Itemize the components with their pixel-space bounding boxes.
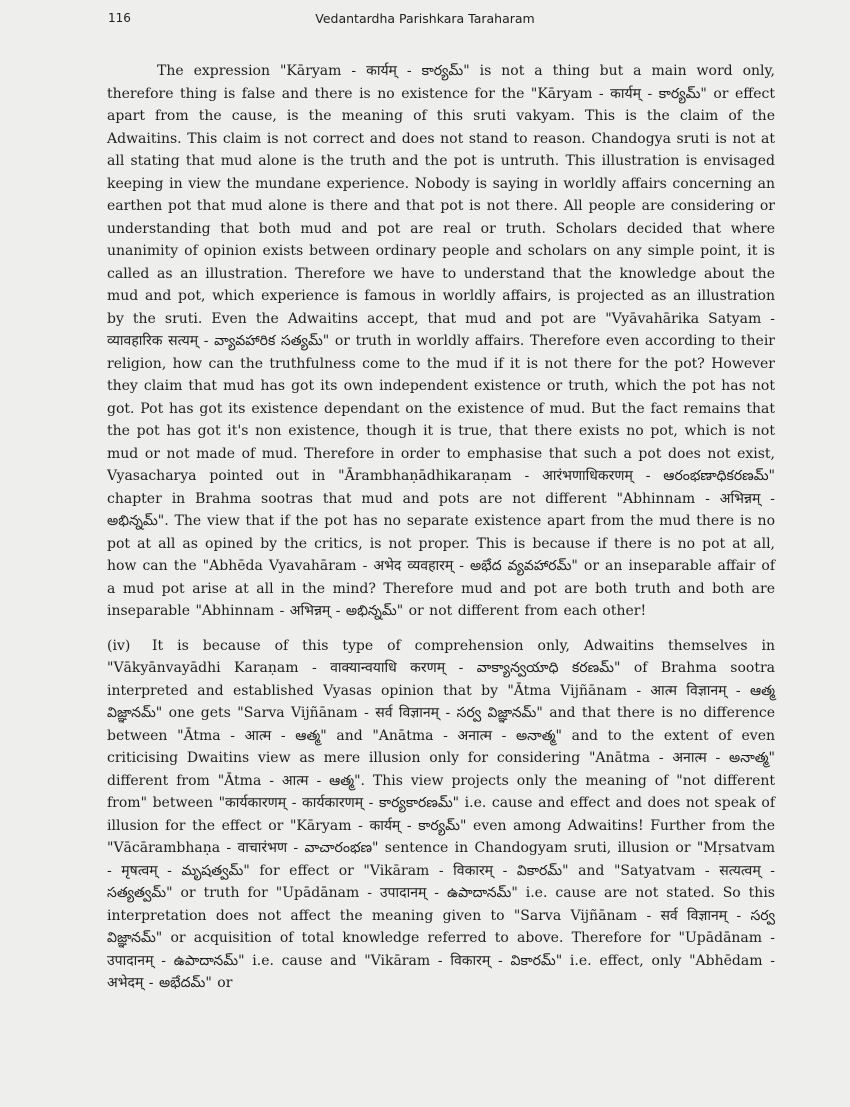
- paragraph-marker: (iv): [107, 637, 131, 654]
- paragraph-2-text: It is because of this type of comprehension only, Adwaitins themselves in "Vākyānvayādhi Karaṇam - वाक्यान्वयाधि करणम् - వాక్యాన్వయాధి కరణమ్" of Brahma sootra interpreted and established Vyasas opinion that by "Ātma Vijñānam - आत्म विज्ञानम् - ఆత్మ విజ్ఞానమ్" one gets "Sarva Vijñānam - सर्व विज्ञानम् - సర్వ విజ్ఞానమ్" and that there is no difference between "Ātma - आत्म - ఆత్మ" and "Anātma - अनात्म - అనాత్మ" and to the extent of even criticising Dwaitins view as mere illusion only for considering "Anātma - अनात्म - అనాత్మ" different from "Ātma - आत्म - ఆత్మ". This view projects only the meaning of "not different from" between "कार्यकारणम् - कार्यकारणम् - కార్యకారణమ్" i.e. cause and effect and does not speak of illusion for the effect or "Kāryam - कार्यम् - కార్యమ్" even among Adwaitins! Further from the "Vācārambhaṇa - वाचारंभण - వాచారంభణ" sentence in Chandogyam sruti, illusion or "Mṛsatvam - मृषत्वम् - మృషత్వమ్" for effect or "Vikāram - विकारम् - వికారమ్" and "Satyatvam - सत्यत्वम् - సత్యత్వమ్" or truth for "Upādānam - उपादानम् - ఉపాదానమ్" i.e. cause are not stated. So this interpretation does not affect the meaning given to "Sarva Vijñānam - सर्व विज्ञानम् - సర్వ విజ్ఞానమ్" or acquisition of total knowledge referred to above. Therefore for "Upādānam - उपादानम् - ఉపాదానమ్" i.e. cause and "Vikāram - विकारम् - వికారమ్" i.e. effect, only "Abhēdam - अभेदम् - అభేదమ్" or: [107, 637, 775, 991]
- running-head: [0, 8, 850, 28]
- running-title: Vedantardha Parishkara Taraharam: [315, 11, 535, 26]
- page-number: 116: [108, 11, 131, 25]
- body-text: [107, 60, 775, 995]
- paragraph-2: [107, 635, 775, 995]
- paragraph-1-text: The expression "Kāryam - कार्यम् - కార్యమ్" is not a thing but a main word only, therefore thing is false and there is no existence for the "Kāryam - कार्यम् - కార్యమ్" or effect apart from the cause, is the meaning of this sruti vakyam. This is the claim of the Adwaitins. This claim is not correct and does not stand to reason. Chandogya sruti is not at all stating that mud alone is the truth and the pot is untruth. This illustration is envisaged keeping in view the mundane experience. Nobody is saying in worldly affairs concerning an earthen pot that mud alone is there and that pot is not there. All people are considering or understanding that both mud and pot are real or truth. Scholars decided that where unanimity of opinion exists between ordinary people and scholars on any simple point, it is called as an illustration. Therefore we have to understand that the knowledge about the mud and pot, which experience is famous in worldly affairs, is projected as an illustration by the sruti. Even the Adwaitins accept, that mud and pot are "Vyāvahārika Satyam - व्यावहारिक सत्यम् - వ్యావహారిక సత్యమ్" or truth in worldly affairs. Therefore even according to their religion, how can the truthfulness come to the mud if it is not there for the pot? However they claim that mud has got its own independent existence or truth, which the pot has not got. Pot has got its existence dependant on the existence of mud. But the fact remains that the pot has got it's non existence, though it is true, that there exists no pot, which is not mud or not made of mud. Therefore in order to emphasise that such a pot does not exist, Vyasacharya pointed out in "Ārambhaṇādhikaraṇam - आरंभणाधिकरणम् - ఆరంభణాధికరణమ్" chapter in Brahma sootras that mud and pots are not different "Abhinnam - अभिन्नम् - అభిన్నమ్". The view that if the pot has no separate existence apart from the mud there is no pot at all as opined by the critics, is not proper. This is because if there is no pot at all, how can the "Abhēda Vyavahāram - अभेद व्यवहारम् - అభేద వ్యవహారమ్" or an inseparable affair of a mud pot arise at all in the mind? Therefore mud and pot are both truth and both are inseparable "Abhinnam - अभिन्नम् - అభిన్నమ్" or not different from each other!: [107, 63, 775, 619]
- paragraph-1: [107, 60, 775, 623]
